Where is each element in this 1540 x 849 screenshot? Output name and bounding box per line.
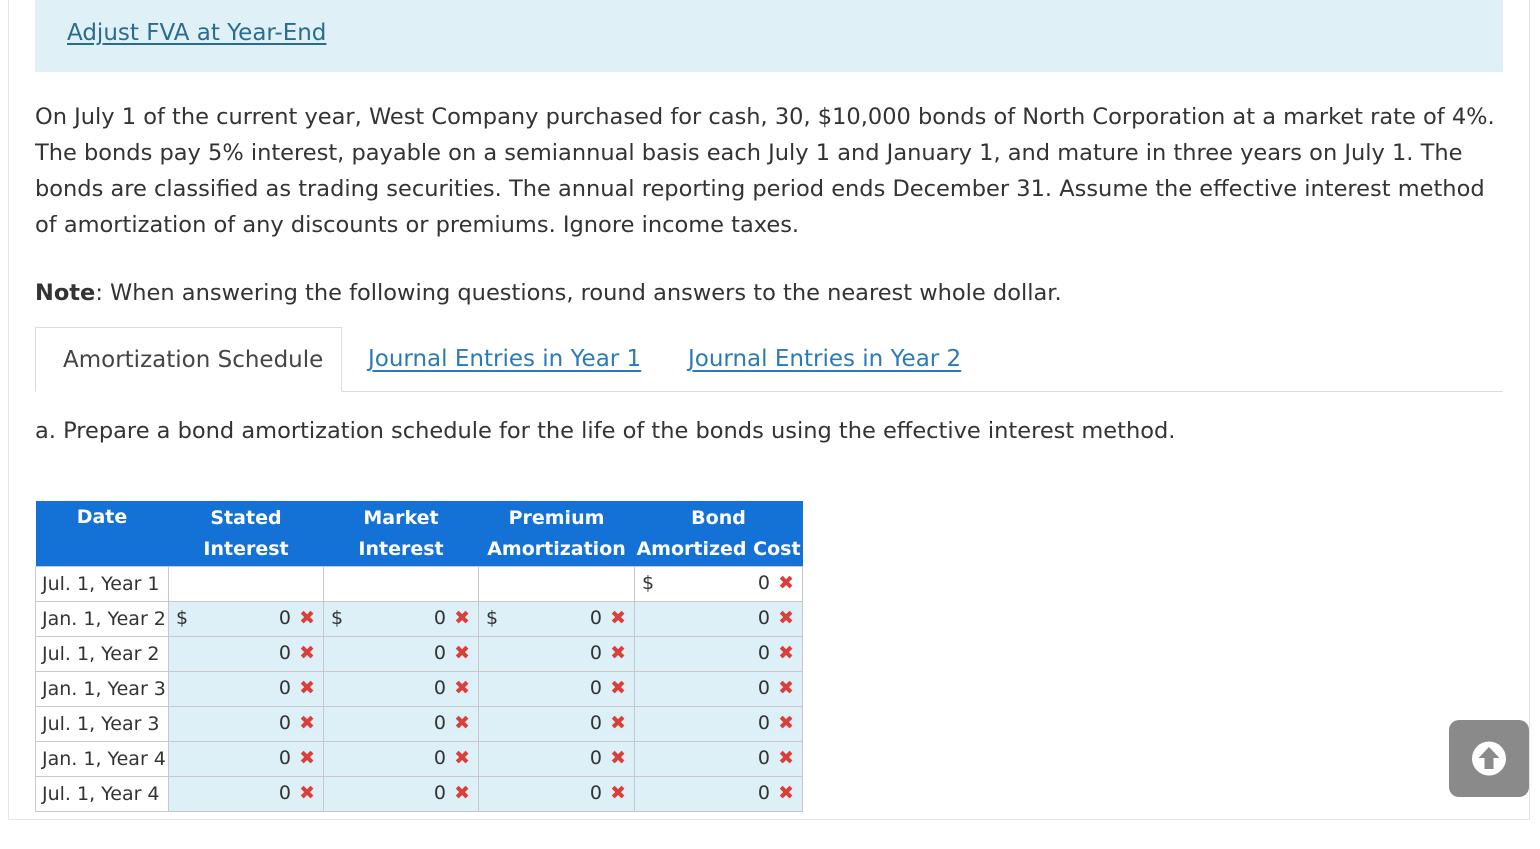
cell-value: 0 [757, 782, 770, 804]
premium-amortization-input[interactable] [479, 602, 635, 637]
incorrect-icon: ✖ [610, 607, 626, 629]
cell-value: 0 [433, 782, 446, 804]
table-row [36, 672, 803, 707]
incorrect-icon: ✖ [778, 782, 794, 804]
cell-value: 0 [433, 607, 446, 629]
table-header-row [36, 501, 803, 567]
premium-amortization-input[interactable] [479, 637, 635, 672]
premium-amortization-input[interactable] [479, 707, 635, 742]
cell-value: 0 [278, 747, 291, 769]
note-text: : When answering the following questions, round answers to the nearest whole dollar. [95, 280, 1062, 306]
col-header-premium-amortization: Premium Amortization [479, 501, 635, 567]
question-a: a. Prepare a bond amortization schedule for the life of the bonds using the effective interest method. [35, 418, 1176, 444]
cell-value: 0 [433, 642, 446, 664]
cell-value: 0 [589, 642, 602, 664]
row-date: Jul. 1, Year 4 [36, 777, 169, 812]
col-header-stated-interest: Stated Interest [169, 501, 324, 567]
scroll-to-top-button[interactable] [1449, 720, 1529, 797]
table-row [36, 637, 803, 672]
adjust-fva-link[interactable]: Adjust FVA at Year-End [67, 20, 327, 46]
cell-value: 0 [757, 747, 770, 769]
bond-amortized-cost-input[interactable] [635, 672, 803, 707]
incorrect-icon: ✖ [610, 642, 626, 664]
bond-amortized-cost-input[interactable] [635, 637, 803, 672]
table-row [36, 567, 803, 602]
market-interest-input[interactable] [324, 777, 479, 812]
problem-statement: On July 1 of the current year, West Company purchased for cash, 30, $10,000 bonds of North Corporation at a market rate of 4%. The bonds pay 5% interest, payable on a semiannual basis each July 1 and January 1, and mature in three years on July 1. The bonds are classified as trading securities. The annual reporting period ends December 31. Assume the effective interest method of amortization of any discounts or premiums. Ignore income taxes. [35, 104, 1495, 238]
table-row [36, 707, 803, 742]
incorrect-icon: ✖ [454, 782, 470, 804]
cell-value: 0 [757, 677, 770, 699]
incorrect-icon: ✖ [610, 712, 626, 734]
cell-value: 0 [589, 782, 602, 804]
bond-amortized-cost-input[interactable] [635, 742, 803, 777]
tab-bar [35, 327, 1503, 392]
incorrect-icon: ✖ [454, 642, 470, 664]
incorrect-icon: ✖ [454, 677, 470, 699]
incorrect-icon: ✖ [299, 642, 315, 664]
cell-value: 0 [278, 782, 291, 804]
incorrect-icon: ✖ [778, 747, 794, 769]
row-date: Jan. 1, Year 4 [36, 742, 169, 777]
incorrect-icon: ✖ [299, 607, 315, 629]
note-label: Note [35, 280, 96, 306]
cell-value: 0 [278, 677, 291, 699]
currency-symbol: $ [642, 572, 655, 594]
incorrect-icon: ✖ [778, 677, 794, 699]
row-date: Jan. 1, Year 3 [36, 672, 169, 707]
incorrect-icon: ✖ [610, 747, 626, 769]
row-date: Jul. 1, Year 1 [36, 567, 169, 602]
row-date: Jan. 1, Year 2 [36, 602, 169, 637]
incorrect-icon: ✖ [454, 607, 470, 629]
incorrect-icon: ✖ [778, 712, 794, 734]
incorrect-icon: ✖ [299, 677, 315, 699]
col-header-market-interest: Market Interest [324, 501, 479, 567]
arrow-up-circle-icon [1449, 720, 1529, 797]
bond-amortized-cost-input[interactable] [635, 777, 803, 812]
cell-value: 0 [757, 712, 770, 734]
market-interest-input[interactable] [324, 602, 479, 637]
currency-symbol: $ [331, 607, 344, 629]
premium-amortization-input[interactable] [479, 742, 635, 777]
row-date: Jul. 1, Year 2 [36, 637, 169, 672]
incorrect-icon: ✖ [778, 572, 794, 594]
incorrect-icon: ✖ [778, 607, 794, 629]
stated-interest-cell [169, 567, 324, 602]
bond-amortized-cost-input[interactable] [635, 567, 803, 602]
cell-value: 0 [433, 747, 446, 769]
cell-value: 0 [757, 642, 770, 664]
bond-amortized-cost-input[interactable] [635, 707, 803, 742]
cell-value: 0 [589, 747, 602, 769]
tab-journal-entries-year-2[interactable]: Journal Entries in Year 2 [688, 346, 962, 372]
col-header-date: Date [36, 501, 169, 567]
incorrect-icon: ✖ [778, 642, 794, 664]
amortization-table [35, 501, 803, 812]
stated-interest-input[interactable] [169, 707, 324, 742]
incorrect-icon: ✖ [299, 782, 315, 804]
incorrect-icon: ✖ [610, 782, 626, 804]
currency-symbol: $ [486, 607, 499, 629]
table-row [36, 742, 803, 777]
incorrect-icon: ✖ [454, 712, 470, 734]
cell-value: 0 [278, 642, 291, 664]
market-interest-input[interactable] [324, 637, 479, 672]
incorrect-icon: ✖ [610, 677, 626, 699]
premium-amortization-input[interactable] [479, 672, 635, 707]
stated-interest-input[interactable] [169, 777, 324, 812]
note [35, 280, 1062, 306]
incorrect-icon: ✖ [299, 712, 315, 734]
cell-value: 0 [589, 607, 602, 629]
cell-value: 0 [757, 607, 770, 629]
tab-amortization-schedule[interactable]: Amortization Schedule [35, 327, 342, 392]
market-interest-input[interactable] [324, 707, 479, 742]
incorrect-icon: ✖ [299, 747, 315, 769]
banner [35, 0, 1503, 72]
market-interest-cell [324, 567, 479, 602]
bond-amortized-cost-input[interactable] [635, 602, 803, 637]
stated-interest-input[interactable] [169, 672, 324, 707]
stated-interest-input[interactable] [169, 602, 324, 637]
cell-value: 0 [433, 712, 446, 734]
stated-interest-input[interactable] [169, 637, 324, 672]
incorrect-icon: ✖ [454, 747, 470, 769]
cell-value: 0 [278, 712, 291, 734]
table-row [36, 602, 803, 637]
row-date: Jul. 1, Year 3 [36, 707, 169, 742]
cell-value: 0 [278, 607, 291, 629]
market-interest-input[interactable] [324, 672, 479, 707]
cell-value: 0 [589, 677, 602, 699]
cell-value: 0 [757, 572, 770, 594]
stated-interest-input[interactable] [169, 742, 324, 777]
premium-amortization-cell [479, 567, 635, 602]
currency-symbol: $ [176, 607, 189, 629]
premium-amortization-input[interactable] [479, 777, 635, 812]
col-header-bond-amortized-cost: Bond Amortized Cost [635, 501, 803, 567]
table-row [36, 777, 803, 812]
tab-journal-entries-year-1[interactable]: Journal Entries in Year 1 [368, 346, 642, 372]
cell-value: 0 [589, 712, 602, 734]
cell-value: 0 [433, 677, 446, 699]
market-interest-input[interactable] [324, 742, 479, 777]
